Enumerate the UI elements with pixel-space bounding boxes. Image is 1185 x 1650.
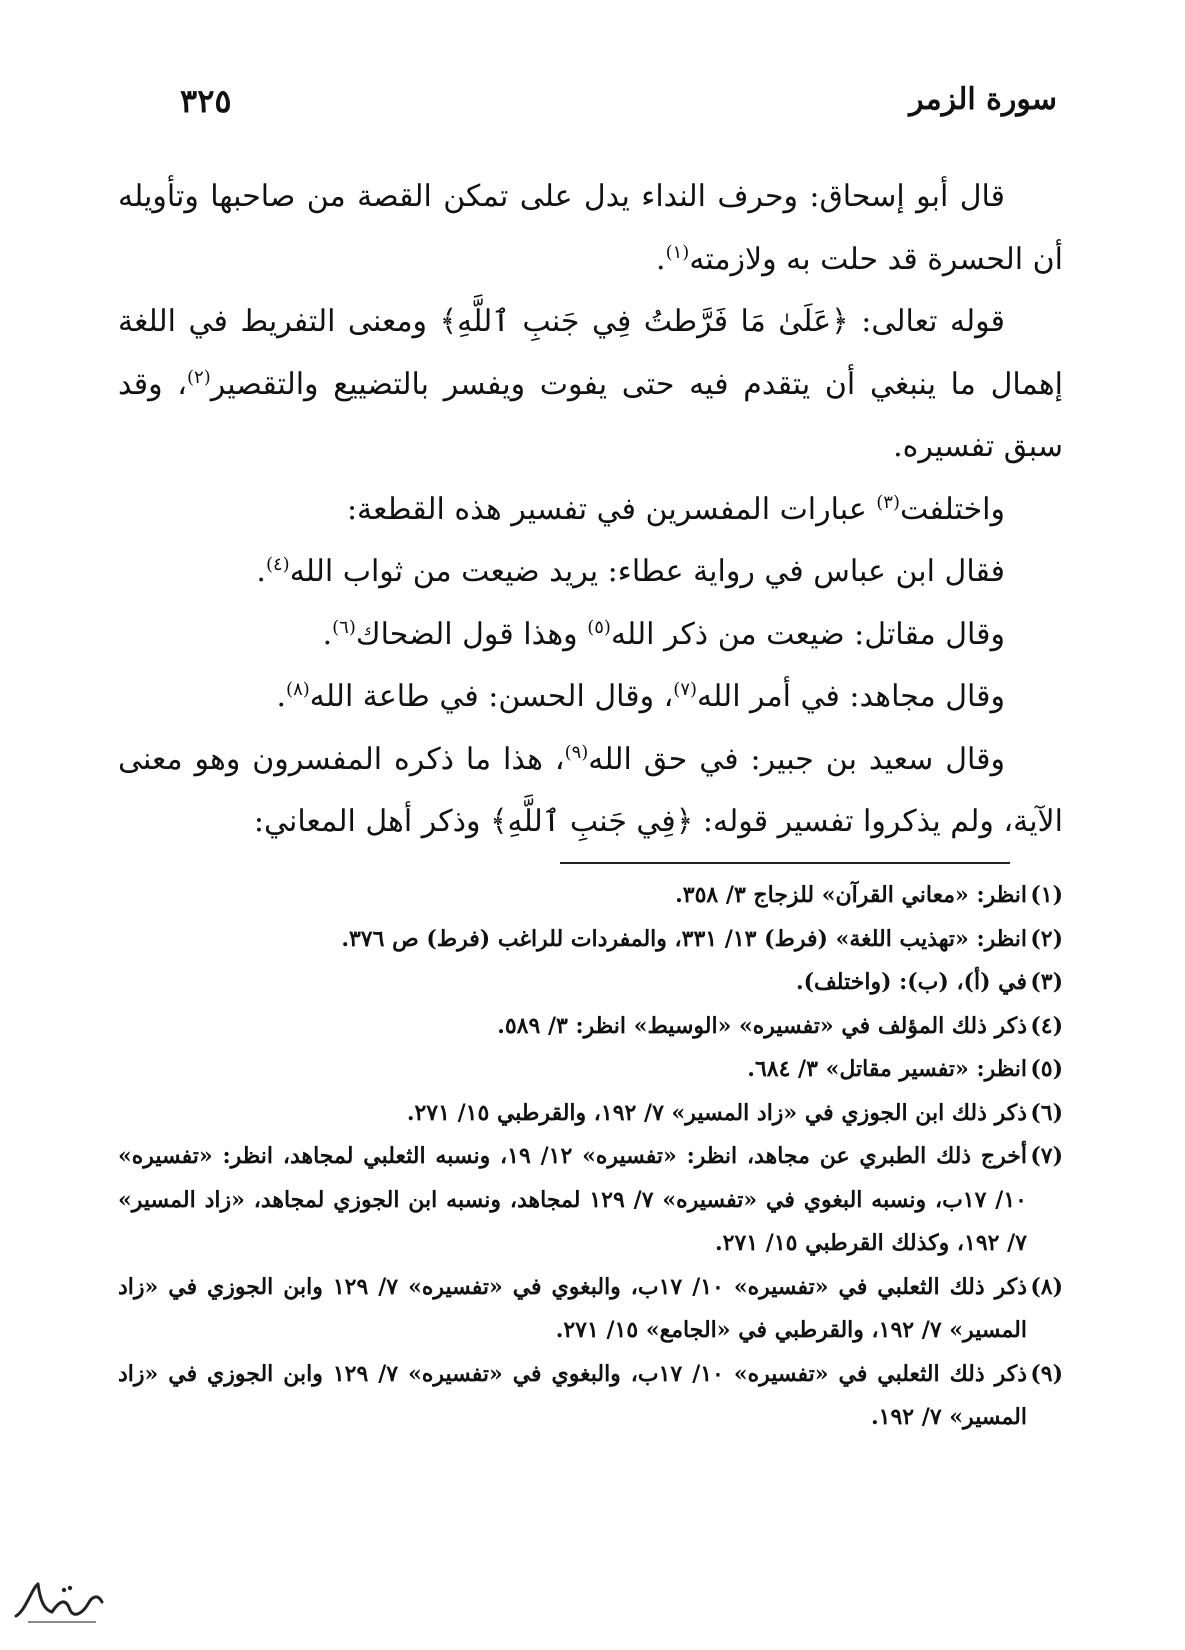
footnote-text: ذكر ذلك ابن الجوزي في «زاد المسير» ٧/ ١٩٢، والقرطبي ١٥/ ٢٧١.	[406, 1099, 1027, 1126]
footnote-text: انظر: «معاني القرآن» للزجاج ٣/ ٣٥٨.	[675, 882, 1027, 908]
footnote-ref-8[interactable]: (٨)	[286, 679, 310, 700]
footnote	[118, 1092, 1063, 1136]
paragraph-2: قوله تعالى: ﴿عَلَىٰ مَا فَرَّطتُ فِي جَنبِ ٱللَّهِ﴾ ومعنى التفريط في اللغة إهمال ما ينبغي أن يتقدم فيه حتى يفوت ويفسر بالتضييع والتقصير$^{(٢)}$، وقد سبق تفسيره.	[118, 304, 1064, 464]
paragraph-3: واختلفت$^{(٣)}$ عبارات المفسرين في تفسير هذه القطعة:	[346, 491, 1005, 527]
footnote-text: ذكر ذلك المؤلف في «تفسيره» «الوسيط» انظر: ٣/ ٥٨٩.	[497, 1012, 1027, 1039]
footnote-number: (١)	[1030, 882, 1063, 908]
footnote-number: (٥)	[1030, 1056, 1063, 1082]
footnote-number: (٣)	[1030, 969, 1063, 995]
footnote	[118, 1048, 1063, 1092]
footnote-text: ذكر ذلك الثعلبي في «تفسيره» ١٠/ ١٧ب، والبغوي في «تفسيره» ٧/ ١٢٩ وابن الجوزي في «زاد المسير» ٧/ ١٩٢، والقرطبي في «الجامع» ١٥/ ٢٧١.	[118, 1273, 1027, 1343]
paragraph-7: وقال سعيد بن جبير: في حق الله$^{(٩)}$، هذا ما ذكره المفسرون وهو معنى الآية، ولم يذكروا تفسير قوله: ﴿فِي جَنبِ ٱللَّهِ﴾ وذكر أهل المعاني:	[118, 741, 1063, 839]
footnote	[118, 874, 1063, 918]
footnote-ref-1[interactable]: (١)	[665, 241, 690, 263]
page-header	[180, 82, 1057, 132]
paragraph-6: وقال مجاهد: في أمر الله$^{(٧)}$، وقال الحسن: في طاعة الله$^{(٨)}$.	[276, 679, 1005, 714]
main-text	[118, 166, 1063, 854]
footnote	[118, 1005, 1063, 1049]
footnote-text: انظر: «تفسير مقاتل» ٣/ ٦٨٤.	[747, 1056, 1027, 1082]
footnote-ref-4[interactable]: (٤)	[265, 554, 290, 575]
footnote-ref-2[interactable]: (٢)	[186, 366, 211, 388]
paragraph-1: قال أبو إسحاق: وحرف النداء يدل على تمكن القصة من صاحبها وتأويله أن الحسرة قد حلت به ولازمته$^{(١)}$.	[118, 179, 1063, 277]
footnote-text: ذكر ذلك الثعلبي في «تفسيره» ١٠/ ١٧ب، والبغوي في «تفسيره» ٧/ ١٢٩ وابن الجوزي في «زاد المسير» ٧/ ١٩٢.	[118, 1360, 1027, 1430]
footnote-number: (٧)	[1030, 1143, 1063, 1169]
quran-verse: ﴿عَلَىٰ مَا فَرَّطتُ فِي جَنبِ ٱللَّهِ﴾	[439, 304, 849, 339]
page-number: ٣٢٥	[180, 82, 232, 120]
footnote-number: (٨)	[1030, 1273, 1063, 1300]
footnote-text: في (أ)، (ب): (واختلف).	[795, 969, 1027, 995]
paragraph-5: وقال مقاتل: ضيعت من ذكر الله$^{(٥)}$ وهذا قول الضحاك$^{(٦)}$.	[322, 616, 1005, 652]
footnote-number: (٦)	[1030, 1099, 1063, 1126]
paragraph-4: فقال ابن عباس في رواية عطاء: يريد ضيعت من ثواب الله$^{(٤)}$.	[256, 554, 1005, 589]
footnote-text: أخرج ذلك الطبري عن مجاهد، انظر: «تفسيره» ١٢/ ١٩، ونسبه الثعلبي لمجاهد، انظر: «تفسيره» ١٠/ ١٧ب، ونسبه البغوي في «تفسيره» ٧/ ١٢٩ لمجاهد، ونسبه ابن الجوزي لمجاهد، «زاد المسير» ٧/ ١٩٢، وكذلك القرطبي ١٥/ ٢٧١.	[118, 1143, 1027, 1256]
footnote	[118, 1266, 1063, 1353]
footnote	[118, 1353, 1063, 1440]
footnote-ref-5[interactable]: (٥)	[587, 616, 611, 638]
footnote	[118, 918, 1063, 962]
footnote-text: انظر: «تهذيب اللغة» (فرط) ١٣/ ٣٣١، والمفردات للراغب (فرط) ص ٣٧٦.	[341, 925, 1027, 952]
footnote-ref-6[interactable]: (٦)	[332, 616, 356, 638]
footnote-number: (٩)	[1030, 1360, 1063, 1387]
footnote-ref-9[interactable]: (٩)	[564, 741, 589, 763]
quran-verse: ﴿فِي جَنبِ ٱللَّهِ﴾	[489, 804, 694, 839]
footnote	[118, 1135, 1063, 1266]
footnote-divider	[560, 862, 1010, 864]
calligraphy-logo-icon	[8, 1570, 108, 1630]
footnote	[118, 961, 1063, 1005]
footnote-number: (٤)	[1030, 1012, 1063, 1039]
footnote-ref-7[interactable]: (٧)	[673, 679, 698, 700]
footnote-ref-3[interactable]: (٣)	[876, 491, 900, 513]
footnotes	[118, 874, 1063, 1440]
running-title: سورة الزمر	[909, 82, 1057, 117]
footnote-number: (٢)	[1030, 925, 1063, 952]
